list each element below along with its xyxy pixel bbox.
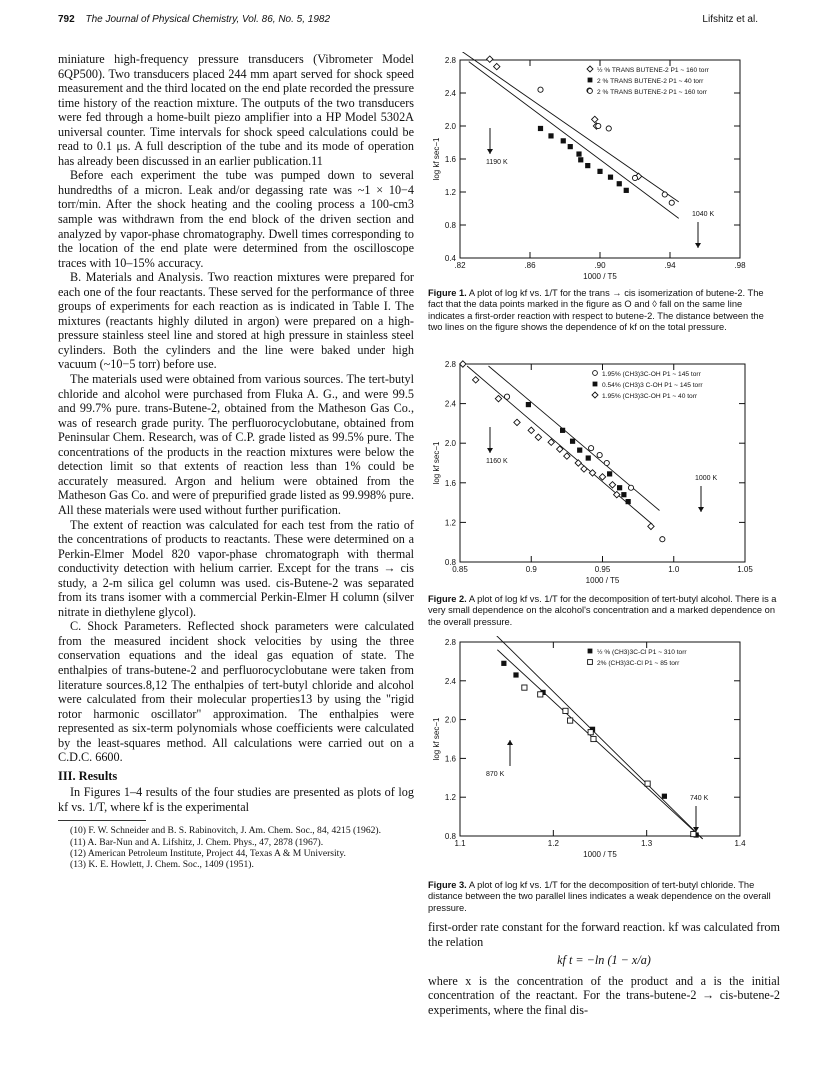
data-point-diamond — [495, 395, 501, 401]
journal-title: The Journal of Physical Chemistry, Vol. 86, No. 5, 1982 — [85, 14, 331, 25]
y-axis-label: log kf sec−1 — [432, 717, 441, 761]
x-tick-label: .94 — [664, 261, 676, 270]
legend-entry: ½ % TRANS BUTENE-2 P1 ~ 160 torr — [597, 67, 709, 74]
legend-entry: 2 % TRANS BUTENE-2 P1 ~ 40 torr — [597, 78, 704, 85]
x-tick-label: 1.4 — [734, 839, 746, 848]
annotation-arrowhead — [695, 243, 701, 248]
legend-entry: 2% (CH3)3C-Cl P1 ~ 85 torr — [597, 660, 680, 667]
temperature-label-high: 1190 K — [486, 159, 508, 166]
data-point-square — [576, 151, 581, 156]
data-point-square — [617, 181, 622, 186]
legend-entry: 0.54% (CH3)3 C-OH P1 ~ 145 torr — [602, 382, 703, 389]
data-point-diamond — [514, 419, 520, 425]
y-tick-label: 0.8 — [444, 558, 456, 567]
y-tick-label: 1.2 — [444, 793, 456, 803]
y-tick-label: 2.0 — [444, 122, 456, 131]
data-point-square — [585, 163, 590, 168]
data-point-square — [626, 499, 631, 504]
data-point-square — [568, 144, 573, 149]
temperature-label-low: 740 K — [690, 795, 709, 802]
figure-2 — [430, 356, 770, 592]
data-point-diamond — [460, 361, 466, 367]
y-tick-label: 2.4 — [444, 676, 456, 686]
data-point-diamond — [528, 427, 534, 433]
temperature-label-low: 1040 K — [692, 211, 715, 218]
caption-label: Figure 2. — [428, 594, 467, 604]
data-point-diamond — [581, 466, 587, 472]
legend-marker — [588, 89, 593, 94]
fit-line — [467, 366, 652, 524]
data-point-diamond — [472, 377, 478, 383]
x-tick-label: .90 — [594, 261, 606, 270]
caption-label: Figure 1. — [428, 288, 467, 298]
x-axis-label: 1000 / T5 — [583, 272, 617, 281]
data-point-open-square — [538, 692, 543, 697]
legend-entry: ½ % (CH3)3C-Cl P1 ~ 310 torr — [597, 649, 687, 656]
data-point-square — [561, 138, 566, 143]
y-tick-label: 1.6 — [444, 478, 456, 488]
data-point-open-square — [522, 685, 527, 690]
data-point-square — [662, 794, 667, 799]
data-point-circle — [628, 485, 633, 490]
page-number: 792 — [58, 14, 75, 25]
y-tick-label: 2.4 — [444, 399, 456, 409]
paragraph: In Figures 1–4 results of the four studies are presented as plots of log kf vs. 1/T, where kf is the experimental — [58, 785, 414, 814]
x-tick-label: .98 — [734, 261, 746, 270]
figure-1 — [430, 52, 770, 284]
data-point-diamond — [494, 63, 500, 69]
y-tick-label: 2.8 — [444, 638, 456, 647]
legend-marker — [593, 371, 598, 376]
data-point-square — [501, 661, 506, 666]
data-point-square — [607, 471, 612, 476]
plot-frame — [460, 642, 740, 836]
data-point-circle — [604, 460, 609, 465]
data-point-square — [586, 455, 591, 460]
legend-entry: 1.95% (CH3)3C-OH P1 ~ 40 torr — [602, 393, 698, 400]
data-point-square — [538, 126, 543, 131]
paragraph: Before each experiment the tube was pumped down to several hundredths of a micron. Leak and/or degassing rate was ~1 × 10−4 torr/min. After the shock heating and the cooling process a 100-cm3 sample was withdrawn from the end block of the driven section and analyzed by vapor-phase chromatography. Dwell times corresponding to the location of the end plate were determined from the oscilloscope traces with 10–15% accuracy. — [58, 168, 414, 270]
x-axis-label: 1000 / T5 — [583, 850, 617, 859]
data-point-diamond — [487, 56, 493, 62]
y-axis-label: log kf sec−1 — [432, 441, 441, 485]
annotation-arrowhead — [487, 149, 493, 154]
reference: (12) American Petroleum Institute, Project 44, Texas A & M University. — [70, 848, 346, 860]
legend-entry: 2 % TRANS BUTENE-2 P1 ~ 160 torr — [597, 89, 707, 96]
data-point-circle — [538, 87, 543, 92]
x-tick-label: 1.2 — [547, 839, 559, 848]
data-point-circle — [597, 452, 602, 457]
legend-marker — [587, 66, 593, 72]
footnote-rule — [58, 820, 146, 821]
legend-marker — [592, 392, 598, 398]
data-point-open-square — [591, 736, 596, 741]
y-tick-label: 2.8 — [444, 360, 456, 369]
y-tick-label: 2.4 — [444, 89, 456, 98]
data-point-square — [578, 157, 583, 162]
x-tick-label: 1.3 — [641, 839, 653, 848]
paragraph: The extent of reaction was calculated for each test from the ratio of the concentrations of products to reactants. These were determined on a Perkin-Elmer Model 820 vapor-phase chromatograph with thermal conductivity detection with helium carrier. Except for the trans → cis study, a 2-m silica gel column was used. cis-Butene-2 was separated from its trans isomer with a commercial Perkin-Elmer H column (silver nitrate in diethylene glycol). — [58, 517, 414, 619]
data-point-square — [513, 672, 518, 677]
data-point-square — [617, 485, 622, 490]
figure-1-caption — [428, 288, 780, 334]
data-point-diamond — [575, 460, 581, 466]
paragraph: B. Materials and Analysis. Two reaction mixtures were prepared for each one of the four reactants. These served for the performance of three groups of experiments for each reaction as is indicated in Table I. The mixtures (reactants highly diluted in argon) were prepared on a high-pressure stainless steel line and stored at high pressure in stainless steel cylinders. Both the cylinders and the line were baked under high vacuum (~10−5 torr) before use. — [58, 270, 414, 372]
y-tick-label: 1.6 — [444, 754, 456, 764]
references — [58, 825, 414, 870]
x-axis-label: 1000 / T5 — [585, 576, 620, 585]
data-point-open-square — [588, 730, 593, 735]
data-point-circle — [660, 537, 665, 542]
figure-3-caption — [428, 880, 780, 914]
data-point-open-square — [568, 718, 573, 723]
data-point-diamond — [599, 474, 605, 480]
legend-entry: 1.95% (CH3)3C-OH P1 ~ 145 torr — [602, 371, 701, 378]
data-point-open-square — [691, 831, 696, 836]
data-point-circle — [596, 123, 601, 128]
data-point-square — [608, 175, 613, 180]
data-point-square — [570, 439, 575, 444]
caption-text: A plot of log kf vs. 1/T for the decomposition of tert-butyl chloride. The distance between the two parallel lines indicates a weak dependence on the overall pressure. — [428, 880, 771, 913]
caption-text: A plot of log kf vs. 1/T for the trans → cis isomerization of butene-2. The fact that the data points marked in the figure as O and ◊ fall on the same line indicates a first-order reaction with respect to butene-2. The distance between the two lines on the figure shows the dependence of kf on the total pressure. — [428, 288, 764, 333]
paragraph: where x is the concentration of the product and a is the initial concentration of the reactant. For the trans-butene-2 → cis-butene-2 experiments, where the final dis- — [428, 973, 780, 1017]
caption-label: Figure 3. — [428, 880, 467, 890]
y-tick-label: 1.2 — [444, 518, 456, 528]
legend-marker — [588, 78, 593, 83]
annotation-arrowhead — [507, 740, 513, 745]
data-point-diamond — [648, 523, 654, 529]
fit-line — [497, 650, 702, 839]
data-point-circle — [589, 446, 594, 451]
temperature-label-low: 1000 K — [695, 475, 718, 482]
data-point-square — [597, 169, 602, 174]
data-point-square — [548, 133, 553, 138]
y-tick-label: 2.0 — [444, 439, 456, 449]
figure-3 — [430, 636, 770, 876]
y-tick-label: 0.8 — [444, 832, 456, 841]
data-point-circle — [504, 394, 509, 399]
y-tick-label: 2.8 — [444, 56, 456, 65]
data-point-square — [577, 448, 582, 453]
chart-svg — [430, 356, 770, 592]
y-axis-label: log kf sec−1 — [432, 137, 441, 181]
left-column — [58, 52, 414, 871]
paragraph: C. Shock Parameters. Reflected shock parameters were calculated from the measured incident shock velocities by using the three conservation equations and the ideal gas equation of state. The enthalpies of trans-butene-2 and perfluorocyclobutane were taken from literature sources.8,12 The enthalpies of tert-butyl chloride and alcohol were calculated from their molecular properties13 by using the "rigid rotor harmonic oscillator" approximation. The enthalpies were represented as six-term polynomials whose coefficients were calculated by the least-squares method. All calculations were carried out on a C.D.C. 6600. — [58, 619, 414, 765]
fit-line — [469, 62, 679, 219]
data-point-square — [624, 188, 629, 193]
legend-marker — [588, 660, 593, 665]
data-point-circle — [632, 175, 637, 180]
running-header — [58, 14, 758, 30]
y-tick-label: 2.0 — [444, 715, 456, 725]
data-point-diamond — [592, 116, 598, 122]
caption-text: A plot of log kf vs. 1/T for the decomposition of tert-butyl alcohol. There is a very small dependence on the alcohol's concentration and a marked dependence on the overall pressure. — [428, 594, 777, 627]
data-point-circle — [669, 200, 674, 205]
y-tick-label: 1.6 — [444, 155, 456, 164]
paragraph: miniature high-frequency pressure transducers (Vibrometer Model 6QP500). Two transducers placed 244 mm apart served for shock speed measurement and the third located on the end plate recorded the pressure time history of the reaction mixture. The outputs of the two transducers were fed through a home-built piezo amplifier into a HP Model 5302A universal counter. Time intervals for shock speed calculations could be read to 0.1 μs. A full description of the tube and its mode of operation has already been discussed in an earlier publication.11 — [58, 52, 414, 168]
x-tick-label: 1.1 — [454, 839, 466, 848]
data-point-square — [621, 492, 626, 497]
data-point-circle — [606, 126, 611, 131]
legend-marker — [593, 382, 598, 387]
temperature-label-high: 870 K — [486, 771, 505, 778]
rate-equation: kf t = −ln (1 − x/a) — [557, 953, 651, 968]
paragraph: The materials used were obtained from various sources. The tert-butyl chloride and alcohol were purchased from Fluka A. G., and were 99.5 and 99.7% pure. trans-Butene-2, obtained from the Matheson Gas Co., was of research grade purity. The perfluorocyclobutane, obtained from Peninsular Chem. Research, was of C.P. grade listed as 99.5% pure. The concentrations of the products in the reaction mixtures were below the detection limit so that extents of reaction less than 1% could be accurately measured. Argon and helium were obtained from the Matheson Gas Co. and were of prepurified grade listed as 99.998% pure. All these materials were used without further purification. — [58, 372, 414, 517]
data-point-square — [560, 428, 565, 433]
chart-svg — [430, 52, 770, 284]
y-tick-label: 1.2 — [444, 188, 456, 197]
data-point-diamond — [609, 482, 615, 488]
right-column-text — [428, 920, 780, 1017]
x-tick-label: 0.95 — [594, 565, 611, 574]
section-heading: III. Results — [58, 768, 118, 783]
data-point-diamond — [564, 453, 570, 459]
x-tick-label: .86 — [524, 261, 536, 270]
x-tick-label: 0.9 — [525, 565, 537, 574]
reference: (13) K. E. Howlett, J. Chem. Soc., 1409 (1951). — [70, 859, 254, 871]
chart-svg — [430, 636, 770, 876]
paragraph: first-order rate constant for the forward reaction. kf was calculated from the relation — [428, 920, 780, 949]
x-tick-label: .82 — [454, 261, 466, 270]
annotation-arrowhead — [698, 507, 704, 512]
y-tick-label: 0.8 — [444, 221, 456, 230]
legend-marker — [588, 649, 593, 654]
author-line: Lifshitz et al. — [702, 14, 758, 25]
y-tick-label: 0.4 — [444, 254, 456, 263]
data-point-square — [526, 402, 531, 407]
data-point-circle — [662, 192, 667, 197]
data-point-diamond — [535, 434, 541, 440]
figure-2-caption — [428, 594, 780, 628]
data-point-open-square — [645, 781, 650, 786]
fit-line — [460, 52, 679, 202]
x-tick-label: 1.0 — [668, 565, 680, 574]
x-tick-label: 0.85 — [452, 565, 468, 574]
x-tick-label: 1.05 — [737, 565, 753, 574]
reference: (11) A. Bar-Nun and A. Lifshitz, J. Chem. Phys., 47, 2878 (1967). — [70, 836, 324, 848]
annotation-arrowhead — [487, 448, 493, 453]
temperature-label-high: 1160 K — [486, 458, 508, 465]
data-point-open-square — [563, 708, 568, 713]
reference: (10) F. W. Schneider and B. S. Rabinovitch, J. Am. Chem. Soc., 84, 4215 (1962). — [70, 825, 382, 837]
